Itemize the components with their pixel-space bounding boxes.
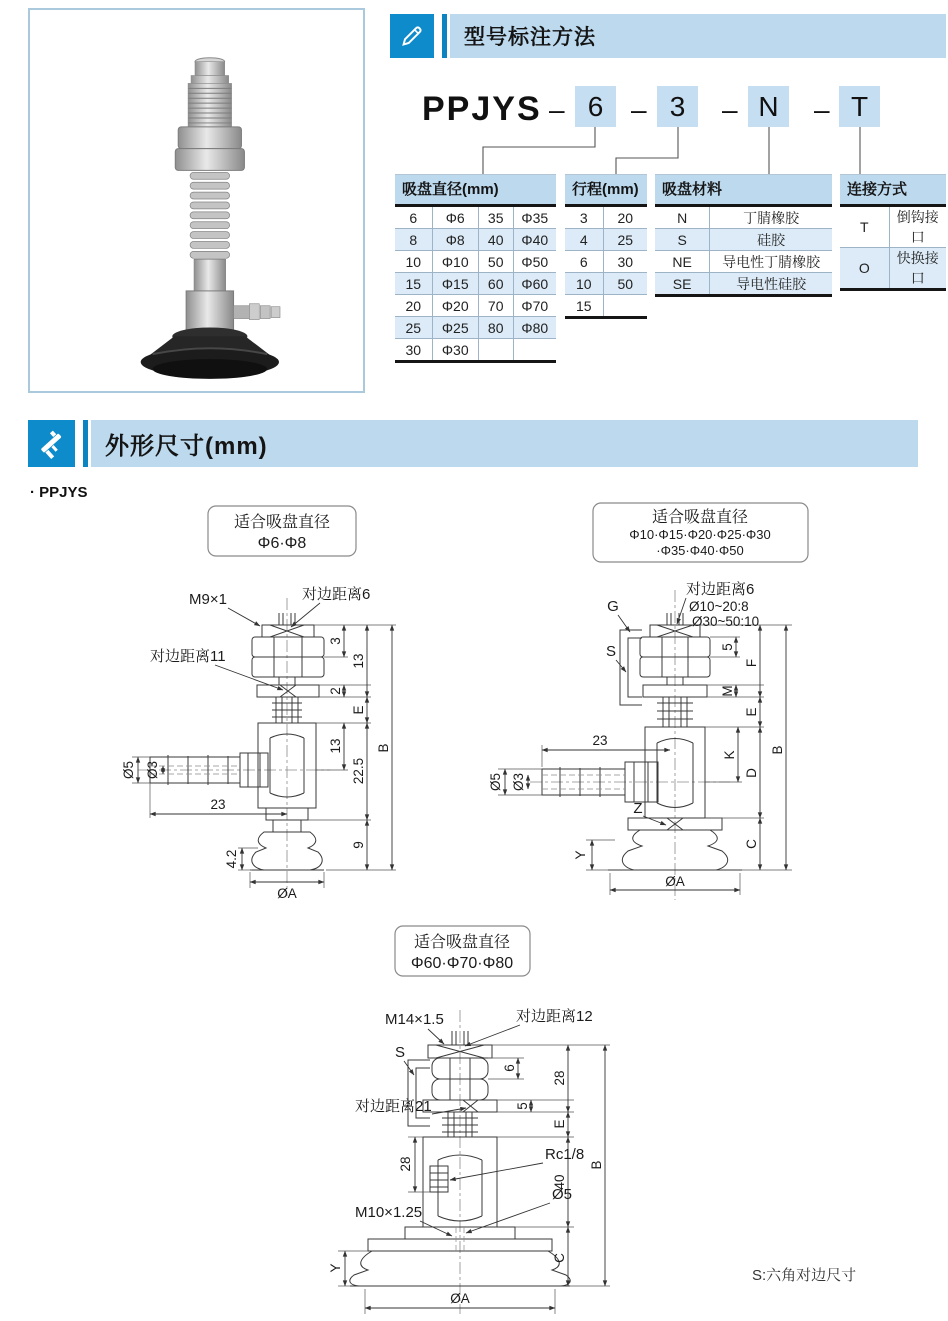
table-row (395, 229, 556, 251)
dimension-drawing-small (90, 498, 410, 908)
dim-label: 23 (210, 797, 226, 812)
table-cell: 丁腈橡胶 (710, 207, 832, 229)
dim-label: ØA (450, 1291, 470, 1306)
table-row (395, 251, 556, 273)
table-row (395, 339, 556, 362)
dim-label: 4.2 (224, 849, 239, 869)
leader-line (643, 816, 666, 825)
thread-callout: M9×1 (189, 591, 227, 608)
model-section-header (390, 14, 946, 58)
table-cell: Φ25 (432, 317, 478, 339)
table-cell: 50 (478, 251, 513, 273)
table-row (655, 207, 832, 229)
table-cell: 25 (395, 317, 432, 339)
header-divider (442, 14, 447, 58)
dim-label: 28 (552, 1070, 567, 1086)
dim-label: Ø3 (145, 760, 160, 780)
material-table (655, 174, 832, 297)
table-cell: O (840, 248, 889, 290)
material-table-title: 吸盘材料 (655, 174, 832, 207)
table-row (395, 295, 556, 317)
table-row (395, 273, 556, 295)
table-cell: 30 (395, 339, 432, 362)
table-cell: 30 (603, 251, 647, 273)
pencil-icon (390, 14, 434, 58)
leader-line (404, 1061, 414, 1075)
model-code-segment-material: N (748, 86, 789, 127)
table-cell: SE (655, 273, 710, 296)
hex-flats-footnote: S:六角对边尺寸 (752, 1267, 857, 1284)
table-cell: 20 (395, 295, 432, 317)
diameter-table-body (395, 207, 556, 363)
header-bar (450, 14, 946, 58)
table-cell: Φ60 (513, 273, 556, 295)
table-cell: 倒钩接口 (889, 207, 946, 248)
dim-label: 5 (515, 1102, 530, 1110)
table-cell: 40 (478, 229, 513, 251)
thread-callout: M10×1.25 (355, 1204, 423, 1221)
part-callout: G (607, 598, 619, 615)
dim-label: C (552, 1253, 567, 1263)
leader-line (465, 1025, 520, 1046)
series-label: · PPJYS (30, 484, 88, 501)
table-row (655, 273, 832, 296)
flats-note: Ø30~50:10 (692, 614, 760, 629)
section-title: 型号标注方法 (464, 26, 596, 49)
table-row (565, 273, 647, 295)
dim-label: Ø3 (511, 772, 526, 792)
table-cell (513, 339, 556, 362)
table-cell: T (860, 219, 869, 235)
model-code-connector-lines (390, 126, 948, 178)
table-cell: Φ40 (513, 229, 556, 251)
table-row (565, 295, 647, 318)
model-code-dash: – (722, 94, 738, 125)
fit-sizes: ·Φ35·Φ40·Φ50 (656, 543, 744, 558)
dim-label: F (744, 658, 759, 668)
table-cell: 3 (579, 209, 588, 226)
table-cell: 70 (478, 295, 513, 317)
connection-table (840, 174, 946, 291)
table-row (840, 207, 946, 248)
model-code-dash: – (814, 94, 830, 125)
stroke-table (565, 174, 647, 319)
table-cell: NE (655, 251, 710, 273)
leader-line (228, 608, 260, 626)
extension-lines (338, 1045, 610, 1314)
port-callout: Rc1/8 (545, 1146, 585, 1163)
model-code-prefix: PPJYS (422, 90, 542, 128)
part-callout: S (605, 643, 617, 660)
table-cell: 6 (565, 251, 603, 273)
table-cell: 硅胶 (710, 229, 832, 251)
table-cell: Φ8 (432, 229, 478, 251)
flats-callout: 对边距离11 (150, 648, 226, 665)
fit-sizes: Φ6·Φ8 (257, 535, 307, 552)
table-cell: 快换接口 (889, 248, 946, 290)
table-cell (478, 339, 513, 362)
table-row (840, 248, 946, 290)
table-cell: Φ35 (513, 207, 556, 229)
table-cell (603, 295, 647, 318)
thread-callout: M14×1.5 (385, 1011, 444, 1028)
flats-callout: 对边距离6 (302, 586, 371, 603)
dim-label: E (351, 705, 366, 715)
dim-label: 22.5 (351, 757, 366, 785)
model-code-dash: – (631, 94, 647, 125)
table-cell: 8 (395, 229, 432, 251)
table-cell: Φ6 (432, 207, 478, 229)
part-callout: S (394, 1044, 406, 1061)
dim-label: B (589, 1160, 604, 1170)
dim-label: Ø5 (488, 772, 503, 792)
flats-note: Ø10~20:8 (689, 599, 749, 614)
dim-label: E (552, 1119, 567, 1129)
table-cell: N (677, 209, 688, 226)
dim-label: ØA (277, 886, 297, 901)
diameter-table-title: 吸盘直径(mm) (395, 174, 556, 207)
dia-callout: Ø5 (552, 1186, 573, 1203)
connection-table-title: 连接方式 (840, 174, 946, 207)
product-photo (30, 10, 363, 391)
dimensions-section-header (28, 420, 918, 467)
dim-label: Y (328, 1263, 343, 1273)
table-cell: Φ70 (513, 295, 556, 317)
dim-label: C (744, 839, 759, 849)
dim-label: 9 (351, 841, 366, 849)
table-row (655, 251, 832, 273)
model-code-segment-diameter: 6 (575, 86, 616, 127)
table-cell: 20 (603, 207, 647, 229)
table-cell: 导电性丁腈橡胶 (710, 251, 832, 273)
leader-line (466, 1203, 550, 1233)
part-outline (542, 613, 742, 870)
table-cell: 10 (395, 251, 432, 273)
leader-line (432, 1108, 466, 1114)
caliper-icon (28, 420, 75, 467)
dim-label: Ø5 (121, 760, 136, 780)
dim-label: ØA (665, 874, 685, 889)
model-code-segment-stroke: 3 (657, 86, 698, 127)
header-bar (91, 420, 918, 467)
dim-label: E (744, 707, 759, 717)
dimension-drawing-large (320, 918, 650, 1318)
table-cell: 35 (478, 207, 513, 229)
dim-label: 28 (398, 1156, 413, 1172)
leader-line (677, 598, 686, 624)
section-title: 外形尺寸(mm) (105, 433, 268, 460)
dim-label: B (770, 745, 785, 755)
material-table-body (655, 207, 832, 297)
table-row (655, 229, 832, 251)
dim-label: Y (573, 850, 588, 860)
model-code-dash: – (549, 94, 565, 125)
table-cell: Φ15 (432, 273, 478, 295)
stroke-table-body (565, 207, 647, 319)
table-row (565, 251, 647, 273)
dim-label: K (722, 750, 737, 760)
dim-label: 2 (328, 687, 343, 695)
leader-line (420, 1221, 452, 1236)
dimension-drawing-medium (480, 495, 820, 910)
part-callout: Z (633, 800, 643, 817)
dim-label: D (744, 768, 759, 778)
table-row (565, 229, 647, 251)
table-cell: 60 (478, 273, 513, 295)
leader-line (616, 660, 626, 672)
dim-label: B (376, 743, 391, 753)
fit-title: 适合吸盘直径 (233, 514, 331, 531)
flats-callout: 对边距离21 (355, 1098, 432, 1115)
product-photo-frame (28, 8, 365, 393)
table-cell: Φ20 (432, 295, 478, 317)
dim-label: 6 (502, 1064, 517, 1072)
table-cell: 80 (478, 317, 513, 339)
table-cell: 10 (565, 273, 603, 295)
dim-label: 40 (552, 1174, 567, 1190)
diameter-table (395, 174, 556, 363)
fit-sizes: Φ10·Φ15·Φ20·Φ25·Φ30 (629, 527, 771, 542)
stroke-table-title: 行程(mm) (565, 174, 647, 207)
dim-label: M (720, 685, 735, 697)
table-cell: Φ50 (513, 251, 556, 273)
table-cell: 50 (603, 273, 647, 295)
header-divider (83, 420, 88, 467)
table-cell: Φ30 (432, 339, 478, 362)
table-cell: 导电性硅胶 (710, 273, 832, 296)
leader-line (428, 1029, 444, 1044)
table-cell: 4 (565, 229, 603, 251)
leader-line (618, 615, 630, 632)
dim-label: 13 (328, 738, 343, 754)
flats-callout: 对边距离6 (686, 581, 755, 598)
table-cell: 15 (565, 295, 603, 318)
table-cell: 6 (409, 209, 418, 226)
table-cell: 25 (603, 229, 647, 251)
table-cell: Φ10 (432, 251, 478, 273)
dim-label: 23 (592, 733, 608, 748)
table-cell: 15 (395, 273, 432, 295)
model-code-segment-connection: T (839, 86, 880, 127)
dim-label: 3 (328, 637, 343, 645)
table-row (395, 207, 556, 229)
dim-label: 5 (720, 643, 735, 651)
connection-table-body (840, 207, 946, 291)
dim-label: 13 (351, 653, 366, 669)
table-row (565, 207, 647, 229)
table-cell: S (655, 229, 710, 251)
flats-callout: 对边距离12 (516, 1008, 593, 1025)
table-cell: Φ80 (513, 317, 556, 339)
fit-title: 适合吸盘直径 (413, 934, 511, 951)
fit-sizes: Φ60·Φ70·Φ80 (410, 955, 514, 972)
fit-title: 适合吸盘直径 (651, 509, 749, 526)
table-row (395, 317, 556, 339)
product-photo-art (141, 58, 280, 379)
